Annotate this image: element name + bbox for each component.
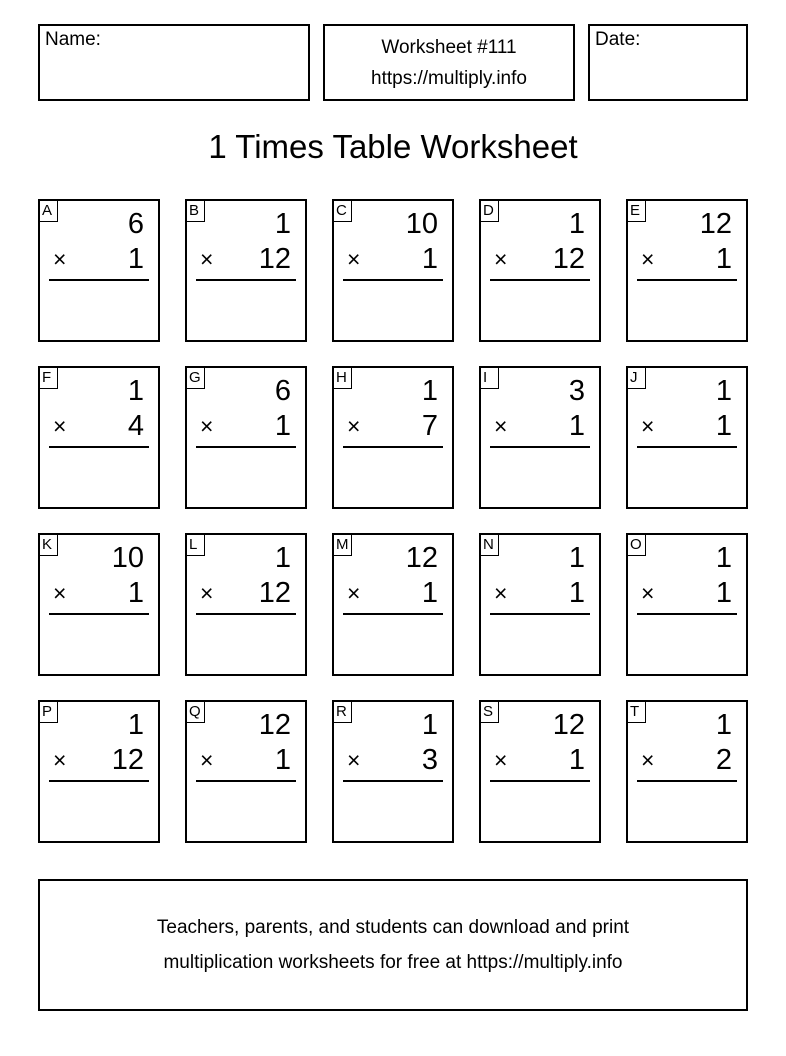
page-title: 1 Times Table Worksheet [208,128,578,165]
multiplier: 1 [421,243,438,275]
problem-letter: Q [187,702,205,723]
worksheet-number: Worksheet #111 [381,37,517,58]
answer-line [490,446,590,448]
problem-cell [185,199,307,342]
multiplicand: 1 [568,208,585,240]
multiplicand: 1 [568,542,585,574]
multiplicand: 1 [127,375,144,407]
answer-line [490,613,590,615]
multiplier: 12 [258,243,291,275]
problem-grid [38,199,748,843]
problem-letter: M [334,535,352,556]
multiply-sign: × [53,246,67,272]
date-label: Date: [595,29,641,50]
problem-letter: K [40,535,58,556]
multiplicand: 10 [111,542,144,574]
multiplier: 12 [111,744,144,776]
multiplicand: 1 [715,375,732,407]
problem-cell [479,199,601,342]
answer-line [343,613,443,615]
problem-letter: D [481,201,499,222]
multiply-sign: × [641,413,655,439]
problem-cell [626,533,748,676]
answer-line [637,613,737,615]
footer-line-1: Teachers, parents, and students can download and print [156,917,630,938]
website-url: https://multiply.info [371,68,527,89]
multiply-sign: × [641,747,655,773]
multiplicand: 1 [274,208,291,240]
problem-cell [626,366,748,509]
multiplier: 7 [421,410,438,442]
multiply-sign: × [200,413,214,439]
multiplicand: 1 [715,709,732,741]
multiplicand: 1 [421,709,438,741]
multiply-sign: × [641,246,655,272]
multiplicand: 1 [127,709,144,741]
problem-letter: N [481,535,499,556]
multiply-sign: × [200,246,214,272]
multiply-sign: × [347,580,361,606]
multiplicand: 6 [127,208,144,240]
problem-letter: C [334,201,352,222]
multiplier: 3 [421,744,438,776]
multiply-sign: × [53,580,67,606]
multiplicand: 6 [274,375,291,407]
multiplier: 2 [715,744,732,776]
answer-line [196,613,296,615]
answer-line [49,446,149,448]
multiplier: 1 [715,410,732,442]
multiplicand: 12 [699,208,732,240]
multiplicand: 12 [405,542,438,574]
multiplier: 1 [421,577,438,609]
multiplier: 1 [127,243,144,275]
problem-letter: T [628,702,646,723]
problem-cell [332,533,454,676]
problem-letter: H [334,368,352,389]
multiply-sign: × [200,747,214,773]
multiplier: 1 [568,744,585,776]
problem-letter: L [187,535,205,556]
answer-line [490,279,590,281]
problem-letter: A [40,201,58,222]
multiplier: 1 [568,410,585,442]
multiplier: 1 [274,410,291,442]
problem-cell [332,700,454,843]
answer-line [637,780,737,782]
answer-line [49,613,149,615]
problem-letter: S [481,702,499,723]
problem-cell [38,199,160,342]
answer-line [637,279,737,281]
answer-line [196,279,296,281]
answer-line [343,780,443,782]
footer-line-2: multiplication worksheets for free at https://multiply.info [163,952,623,973]
problem-letter: O [628,535,646,556]
multiplicand: 3 [568,375,585,407]
multiply-sign: × [641,580,655,606]
problem-cell [185,700,307,843]
problem-cell [332,366,454,509]
answer-line [637,446,737,448]
answer-line [196,446,296,448]
multiply-sign: × [347,413,361,439]
problem-letter: G [187,368,205,389]
multiplicand: 12 [552,709,585,741]
multiply-sign: × [494,246,508,272]
multiply-sign: × [347,246,361,272]
date-box [588,24,748,101]
multiplier: 1 [274,744,291,776]
worksheet-info-box [323,24,575,101]
multiply-sign: × [53,747,67,773]
problem-cell [332,199,454,342]
multiplier: 12 [552,243,585,275]
multiply-sign: × [53,413,67,439]
problem-cell [626,199,748,342]
multiplicand: 10 [405,208,438,240]
multiply-sign: × [494,413,508,439]
multiply-sign: × [494,580,508,606]
problem-letter: B [187,201,205,222]
problem-letter: E [628,201,646,222]
problem-cell [185,366,307,509]
multiply-sign: × [200,580,214,606]
multiplier: 1 [127,577,144,609]
multiplier: 12 [258,577,291,609]
multiplier: 4 [127,410,144,442]
multiply-sign: × [347,747,361,773]
multiplicand: 1 [715,542,732,574]
problem-letter: P [40,702,58,723]
problem-cell [479,533,601,676]
multiplier: 1 [715,577,732,609]
multiplicand: 12 [258,709,291,741]
problem-cell [38,533,160,676]
problem-cell [479,366,601,509]
problem-letter: J [628,368,646,389]
answer-line [196,780,296,782]
answer-line [49,780,149,782]
multiplier: 1 [715,243,732,275]
multiplicand: 1 [274,542,291,574]
multiply-sign: × [494,747,508,773]
multiplicand: 1 [421,375,438,407]
answer-line [490,780,590,782]
answer-line [343,279,443,281]
problem-letter: R [334,702,352,723]
name-label: Name: [45,29,101,50]
problem-cell [479,700,601,843]
multiplier: 1 [568,577,585,609]
name-box [38,24,310,101]
answer-line [49,279,149,281]
problem-cell [38,700,160,843]
problem-cell [185,533,307,676]
problem-letter: F [40,368,58,389]
answer-line [343,446,443,448]
footer-box [38,879,748,1011]
problem-letter: I [481,368,499,389]
problem-cell [38,366,160,509]
problem-cell [626,700,748,843]
